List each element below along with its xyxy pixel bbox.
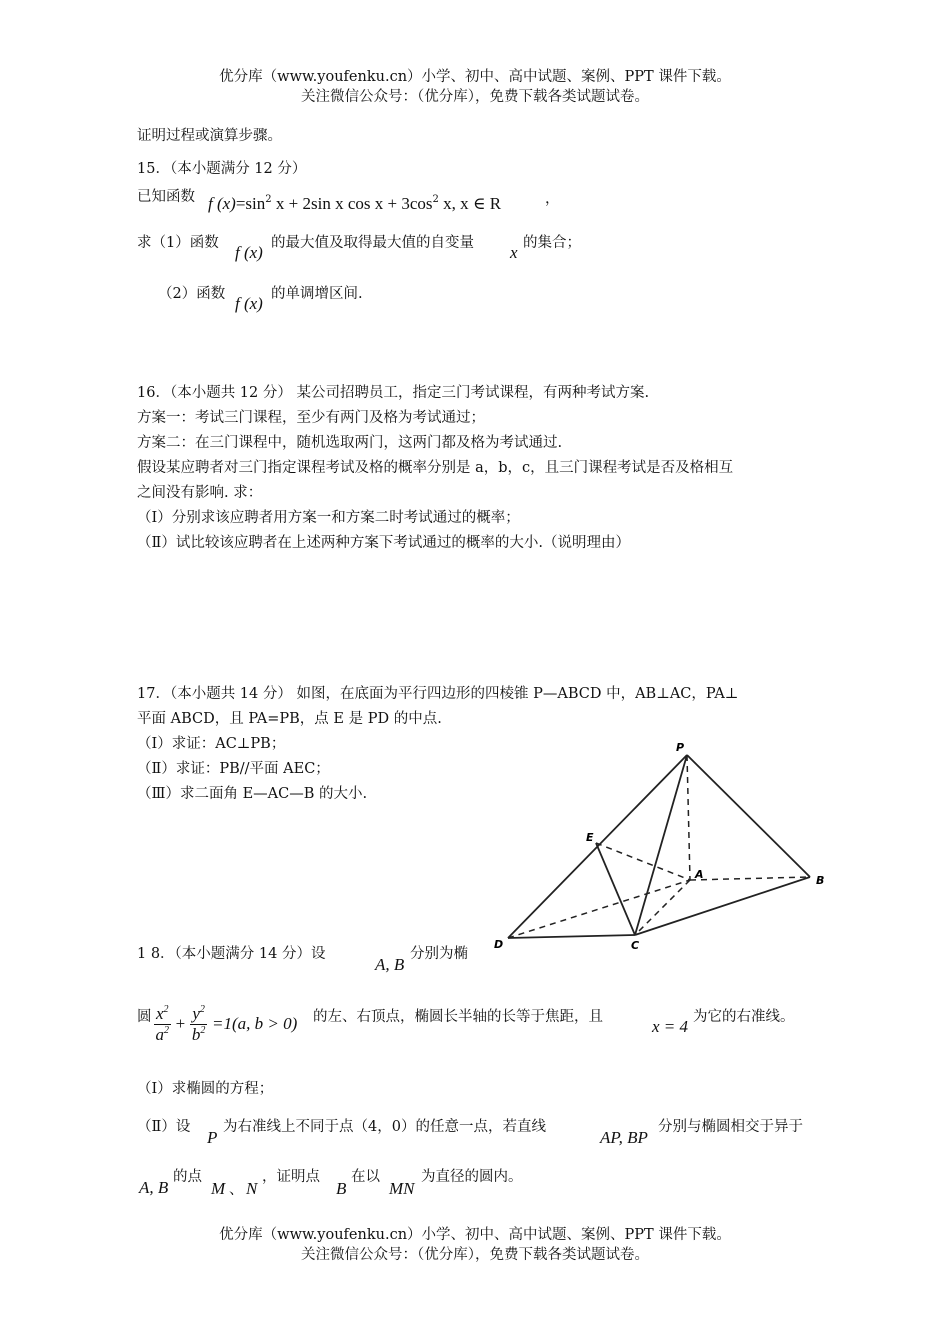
q15-p2-fx: f (x) bbox=[235, 294, 263, 313]
q16-line-3: 方案二：在三门课程中，随机选取两门，这两门都及格为考试通过. bbox=[137, 435, 563, 451]
q18-l5-c: 在以 bbox=[351, 1169, 380, 1185]
q16-line-5: 之间没有影响. 求： bbox=[137, 485, 263, 501]
edge-ab bbox=[690, 877, 810, 880]
q15-func-lhs: f (x) bbox=[208, 194, 236, 213]
q18-m: M bbox=[211, 1179, 226, 1198]
q16-line-4: 假设某应聘者对三门指定课程考试及格的概率分别是 a，b，c，且三门课程考试是否及格相互 bbox=[137, 460, 734, 476]
q16-line-1: 16．（本小题共 12 分） 某公司招聘员工，指定三门考试课程，有两种考试方案. bbox=[137, 385, 650, 401]
q18-b: B bbox=[336, 1179, 347, 1198]
q18-frac-y-den: b bbox=[191, 1025, 201, 1044]
q18-frac-x-num-exp: 2 bbox=[163, 1004, 169, 1015]
edge-dc bbox=[508, 935, 635, 938]
q18-p: P bbox=[207, 1128, 218, 1147]
edge-pa bbox=[687, 755, 690, 880]
q18-x-eq: x = 4 bbox=[652, 1017, 689, 1036]
label-e: E bbox=[586, 831, 594, 844]
q18-l2-prefix: 圆 bbox=[137, 1009, 152, 1025]
q15-exp-b: 2 bbox=[432, 194, 439, 205]
q18-eq-rest: =1(a, b > 0) bbox=[211, 1014, 298, 1033]
q18-frac-x-num: x bbox=[156, 1004, 164, 1023]
q18-frac-y-num-exp: 2 bbox=[199, 1004, 205, 1015]
q18-l5-a: 的点 bbox=[173, 1169, 202, 1185]
q18-frac-y-den-exp: 2 bbox=[200, 1025, 206, 1036]
q18-p2-prefix: （Ⅱ）设 bbox=[137, 1119, 191, 1135]
label-c: C bbox=[631, 939, 640, 952]
q15-function bbox=[208, 194, 501, 214]
q18-frac-x-den: a bbox=[155, 1025, 165, 1044]
q15-func-part1: x + 2sin x cos x + 3cos bbox=[271, 194, 433, 213]
q18-frac-x-den-exp: 2 bbox=[164, 1025, 170, 1036]
intro-text: 证明过程或演算步骤。 bbox=[137, 128, 282, 144]
q18-apbp: AP, BP bbox=[600, 1128, 648, 1147]
q17-line-4: （Ⅱ）求证：PB//平面 AEC； bbox=[137, 761, 330, 777]
q15-comma: ， bbox=[545, 191, 560, 207]
q18-title-prefix: 1 8．（本小题满分 14 分）设 bbox=[137, 946, 326, 962]
q18-frac-y-num: y bbox=[192, 1004, 200, 1023]
label-b: B bbox=[816, 874, 825, 887]
q18-frac-x bbox=[154, 1004, 171, 1045]
header-line-2: 关注微信公众号：（优分库），免费下载各类试题试卷。 bbox=[301, 89, 649, 105]
q17-line-1: 17．（本小题共 14 分） 如图，在底面为平行四边形的四棱锥 P—ABCD 中，AB⊥AC，PA⊥ bbox=[137, 686, 739, 702]
q16-line-6: （Ⅰ）分别求该应聘者用方案一和方案二时考试通过的概率； bbox=[137, 510, 520, 526]
footer-line-2: 关注微信公众号：（优分库），免费下载各类试题试卷。 bbox=[301, 1247, 649, 1263]
q18-plus: + bbox=[175, 1014, 186, 1033]
footer-line-1: 优分库（www.youfenku.cn）小学、初中、高中试题、案例、PPT 课件下载。 bbox=[219, 1227, 731, 1243]
q15-given bbox=[137, 188, 195, 206]
q18-ellipse-equation bbox=[154, 1004, 297, 1045]
edge-pb bbox=[687, 755, 810, 877]
q18-frac-y bbox=[190, 1004, 207, 1045]
q18-mn: MN bbox=[389, 1179, 415, 1198]
q15-p1-mid: 的最大值及取得最大值的自变量 bbox=[271, 235, 474, 251]
q17-line-3: （Ⅰ）求证：AC⊥PB； bbox=[137, 736, 286, 752]
q15-p1-prefix: 求（1）函数 bbox=[137, 235, 219, 251]
q18-l2-suffix: 为它的右准线。 bbox=[693, 1009, 795, 1025]
pyramid-figure bbox=[490, 735, 835, 955]
q18-l5-d: 为直径的圆内。 bbox=[421, 1169, 523, 1185]
label-p: P bbox=[676, 741, 685, 754]
edge-cb bbox=[635, 877, 810, 935]
q15-title: 15．（本小题满分 12 分） bbox=[137, 161, 307, 177]
q18-l2-mid: 的左、右顶点，椭圆长半轴的长等于焦距，且 bbox=[313, 1009, 603, 1025]
q18-title-suffix: 分别为椭 bbox=[410, 946, 468, 962]
q15-exp-a: 2 bbox=[265, 194, 272, 205]
header-line-1: 优分库（www.youfenku.cn）小学、初中、高中试题、案例、PPT 课件下载。 bbox=[219, 69, 731, 85]
q17-line-2: 平面 ABCD，且 PA=PB，点 E 是 PD 的中点. bbox=[137, 711, 442, 727]
q15-p2-prefix: （2）函数 bbox=[158, 286, 226, 302]
q16-line-2: 方案一：考试三门课程，至少有两门及格为考试通过； bbox=[137, 410, 485, 426]
q15-p1-fx: f (x) bbox=[235, 243, 263, 262]
label-d: D bbox=[494, 938, 504, 951]
q15-given-prefix: 已知函数 bbox=[137, 189, 195, 205]
q16-line-7: （Ⅱ）试比较该应聘者在上述两种方案下考试通过的概率的大小.（说明理由） bbox=[137, 535, 630, 551]
q15-p1-suffix: 的集合； bbox=[523, 235, 581, 251]
q18-p2-suffix: 分别与椭圆相交于异于 bbox=[658, 1119, 803, 1135]
q15-func-part2: x, x ∈ R bbox=[438, 194, 502, 213]
q18-ab: A, B bbox=[375, 955, 405, 974]
q18-l5-ab: A, B bbox=[139, 1178, 169, 1197]
q18-dun: 、 bbox=[229, 1182, 244, 1198]
q18-part1: （Ⅰ）求椭圆的方程； bbox=[137, 1081, 274, 1097]
q15-func-eq: =sin bbox=[235, 194, 266, 213]
q18-l5-b: ，证明点 bbox=[262, 1169, 320, 1185]
label-a: A bbox=[695, 868, 704, 881]
q18-p2-mid: 为右准线上不同于点（4，0）的任意一点，若直线 bbox=[223, 1119, 546, 1135]
q15-p1-x: x bbox=[510, 243, 518, 262]
q15-p2-suffix: 的单调增区间. bbox=[271, 286, 363, 302]
q18-n: N bbox=[246, 1179, 258, 1198]
q17-line-5: （Ⅲ）求二面角 E—AC—B 的大小. bbox=[137, 786, 368, 802]
